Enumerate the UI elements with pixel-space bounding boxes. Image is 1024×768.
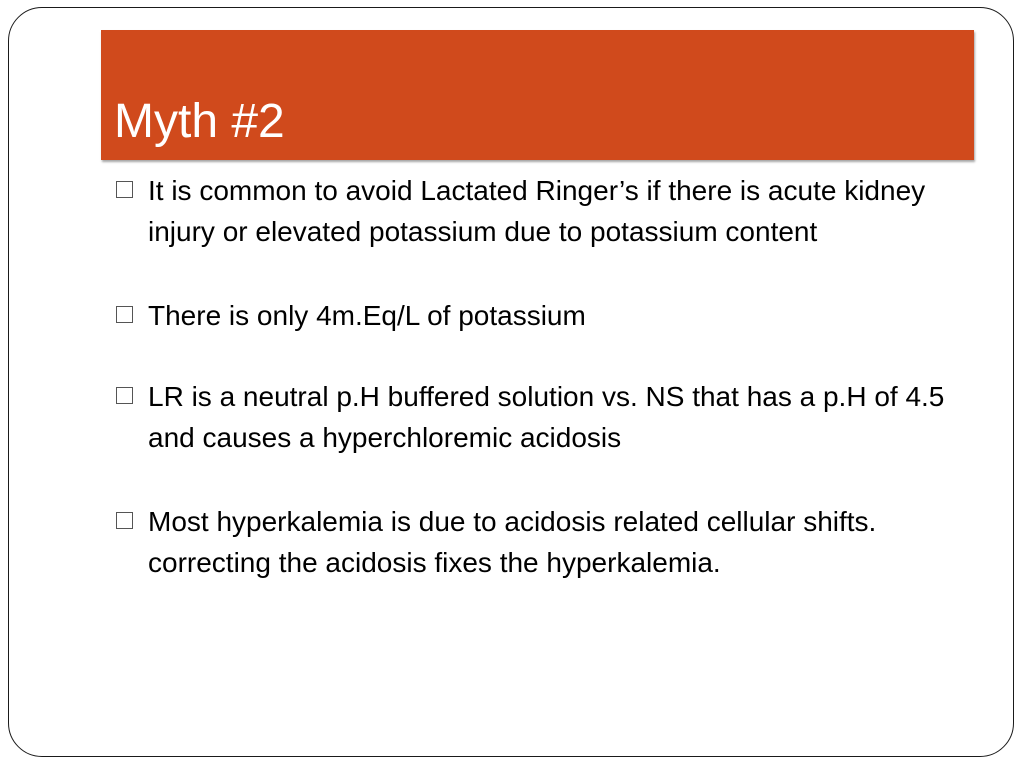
bullet-item bbox=[116, 376, 986, 458]
bullet-text: LR is a neutral p.H buffered solution vs. NS that has a p.H of 4.5 and causes a hyperchloremic acidosis bbox=[148, 381, 945, 453]
square-bullet-icon bbox=[116, 306, 133, 323]
bullet-text: There is only 4m.Eq/L of potassium bbox=[148, 300, 586, 331]
bullet-text: Most hyperkalemia is due to acidosis related cellular shifts. correcting the acidosis fixes the hyperkalemia. bbox=[148, 506, 877, 578]
bullet-list bbox=[116, 170, 986, 583]
bullet-item bbox=[116, 170, 986, 252]
bullet-text: It is common to avoid Lactated Ringer’s if there is acute kidney injury or elevated potassium due to potassium content bbox=[148, 175, 926, 247]
square-bullet-icon bbox=[116, 181, 133, 198]
title-bar bbox=[101, 30, 974, 160]
slide-title: Myth #2 bbox=[114, 95, 285, 148]
square-bullet-icon bbox=[116, 387, 133, 404]
bullet-item bbox=[116, 295, 986, 336]
bullet-item bbox=[116, 501, 986, 583]
square-bullet-icon bbox=[116, 512, 133, 529]
